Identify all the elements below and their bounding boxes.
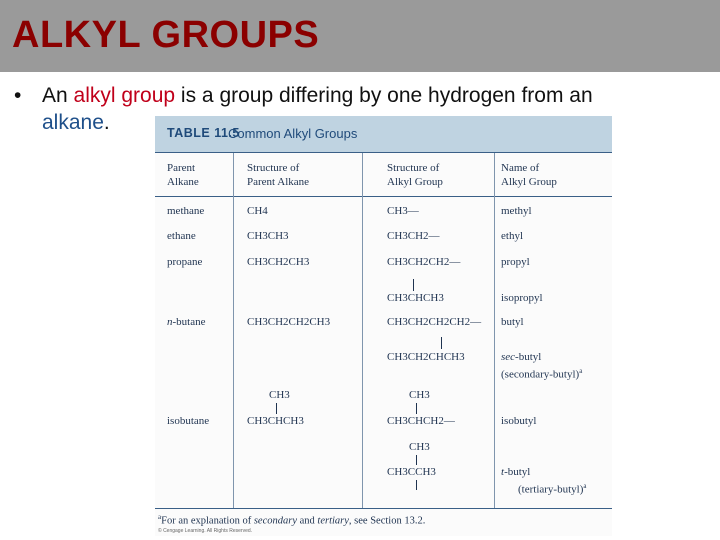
cell-name-sub xyxy=(501,367,582,381)
cell-group: CH3CCH3 xyxy=(387,466,436,478)
cell-group: CH3— xyxy=(387,205,419,217)
table-caption: Common Alkyl Groups xyxy=(228,126,358,141)
header-line: Alkyl Group xyxy=(501,176,557,188)
cell-name: methyl xyxy=(501,205,532,217)
cell-structure: CH4 xyxy=(247,205,268,217)
header-line: Alkyl Group xyxy=(387,176,443,188)
column-divider xyxy=(362,153,363,508)
footnote-mark: a xyxy=(158,513,162,521)
header-line: Alkane xyxy=(167,176,199,188)
table-rule-bottom xyxy=(155,508,612,509)
header-line: Structure of xyxy=(387,162,440,174)
bullet-marker: • xyxy=(14,84,22,107)
alkyl-groups-table xyxy=(155,116,612,536)
cell-group: CH3CHCH2— xyxy=(387,415,455,427)
table-rule-header xyxy=(155,196,612,197)
cell-name-sub xyxy=(518,482,586,496)
cell-parent: methane xyxy=(167,205,205,217)
header-line: Parent Alkane xyxy=(247,176,310,188)
header-name-group xyxy=(501,161,557,189)
bond-line xyxy=(413,279,414,291)
group-name-long: (secondary-butyl) xyxy=(501,368,580,381)
footnote-italic: tertiary xyxy=(317,515,349,527)
bullet-text-part: is a group differing by one hydrogen from an xyxy=(175,84,593,107)
cell-name: isobutyl xyxy=(501,415,537,427)
footnote-mark: a xyxy=(579,367,583,375)
cell-name xyxy=(501,351,541,363)
copyright-line: © Cengage Learning. All Rights Reserved. xyxy=(158,528,253,534)
bond-line xyxy=(441,337,442,349)
bullet-text-part: An xyxy=(42,84,74,107)
prefix-sec: sec xyxy=(501,351,516,363)
cell-group: CH3CHCH3 xyxy=(387,292,444,304)
cell-group: CH3CH2— xyxy=(387,230,440,242)
footnote-text: For an explanation of xyxy=(161,515,254,527)
title-bar xyxy=(0,0,720,72)
cell-parent xyxy=(167,316,205,328)
footnote-text: , see Section 13.2. xyxy=(348,515,426,527)
cell-group-branch: CH3 xyxy=(409,389,430,401)
table-rule-top xyxy=(155,152,612,153)
group-name: -butyl xyxy=(504,466,531,478)
cell-group: CH3CH2CHCH3 xyxy=(387,351,465,363)
bullet-text-part: . xyxy=(103,111,110,134)
cell-name: ethyl xyxy=(501,230,523,242)
cell-group: CH3CH2CH2— xyxy=(387,256,461,268)
cell-group-branch: CH3 xyxy=(409,441,430,453)
keyword-alkyl-group: alkyl group xyxy=(73,84,176,107)
cell-name: butyl xyxy=(501,316,524,328)
footnote-italic: secondary xyxy=(253,515,297,527)
header-structure-group xyxy=(387,161,443,189)
cell-name: isopropyl xyxy=(501,292,543,304)
group-name-long: (tertiary-butyl) xyxy=(518,483,584,496)
cell-parent: ethane xyxy=(167,230,196,242)
header-line: Structure of xyxy=(247,162,300,174)
footnote-mark: a xyxy=(583,482,587,490)
keyword-alkane: alkane xyxy=(42,111,104,134)
bond-line xyxy=(416,403,417,414)
table-header-band xyxy=(155,116,612,152)
cell-parent: propane xyxy=(167,256,203,268)
cell-group: CH3CH2CH2CH2— xyxy=(387,316,482,328)
bond-line xyxy=(416,480,417,490)
cell-structure: CH3CH2CH3 xyxy=(247,256,310,268)
prefix-t: t xyxy=(501,466,505,478)
cell-name xyxy=(501,466,530,478)
table-footnote xyxy=(158,513,425,527)
bond-line xyxy=(276,403,277,414)
header-structure-parent xyxy=(247,161,309,189)
bond-line xyxy=(416,455,417,465)
header-parent-alkane xyxy=(167,161,199,189)
cell-parent: isobutane xyxy=(167,415,210,427)
footnote-text: and xyxy=(297,515,318,527)
parent-name: -butane xyxy=(172,316,206,328)
slide-title: ALKYL GROUPS xyxy=(12,14,320,56)
column-divider xyxy=(494,153,495,508)
cell-branch: CH3 xyxy=(269,389,290,401)
group-name: -butyl xyxy=(515,351,542,363)
header-line: Parent xyxy=(167,162,196,174)
cell-structure: CH3CH3 xyxy=(247,230,289,242)
table-number: TABLE 11.5 xyxy=(167,126,240,140)
prefix-n: n xyxy=(167,316,173,328)
cell-name: propyl xyxy=(501,256,530,268)
header-line: Name of xyxy=(501,162,540,174)
cell-structure: CH3CH2CH2CH3 xyxy=(247,316,331,328)
column-divider xyxy=(233,153,234,508)
cell-structure: CH3CHCH3 xyxy=(247,415,304,427)
